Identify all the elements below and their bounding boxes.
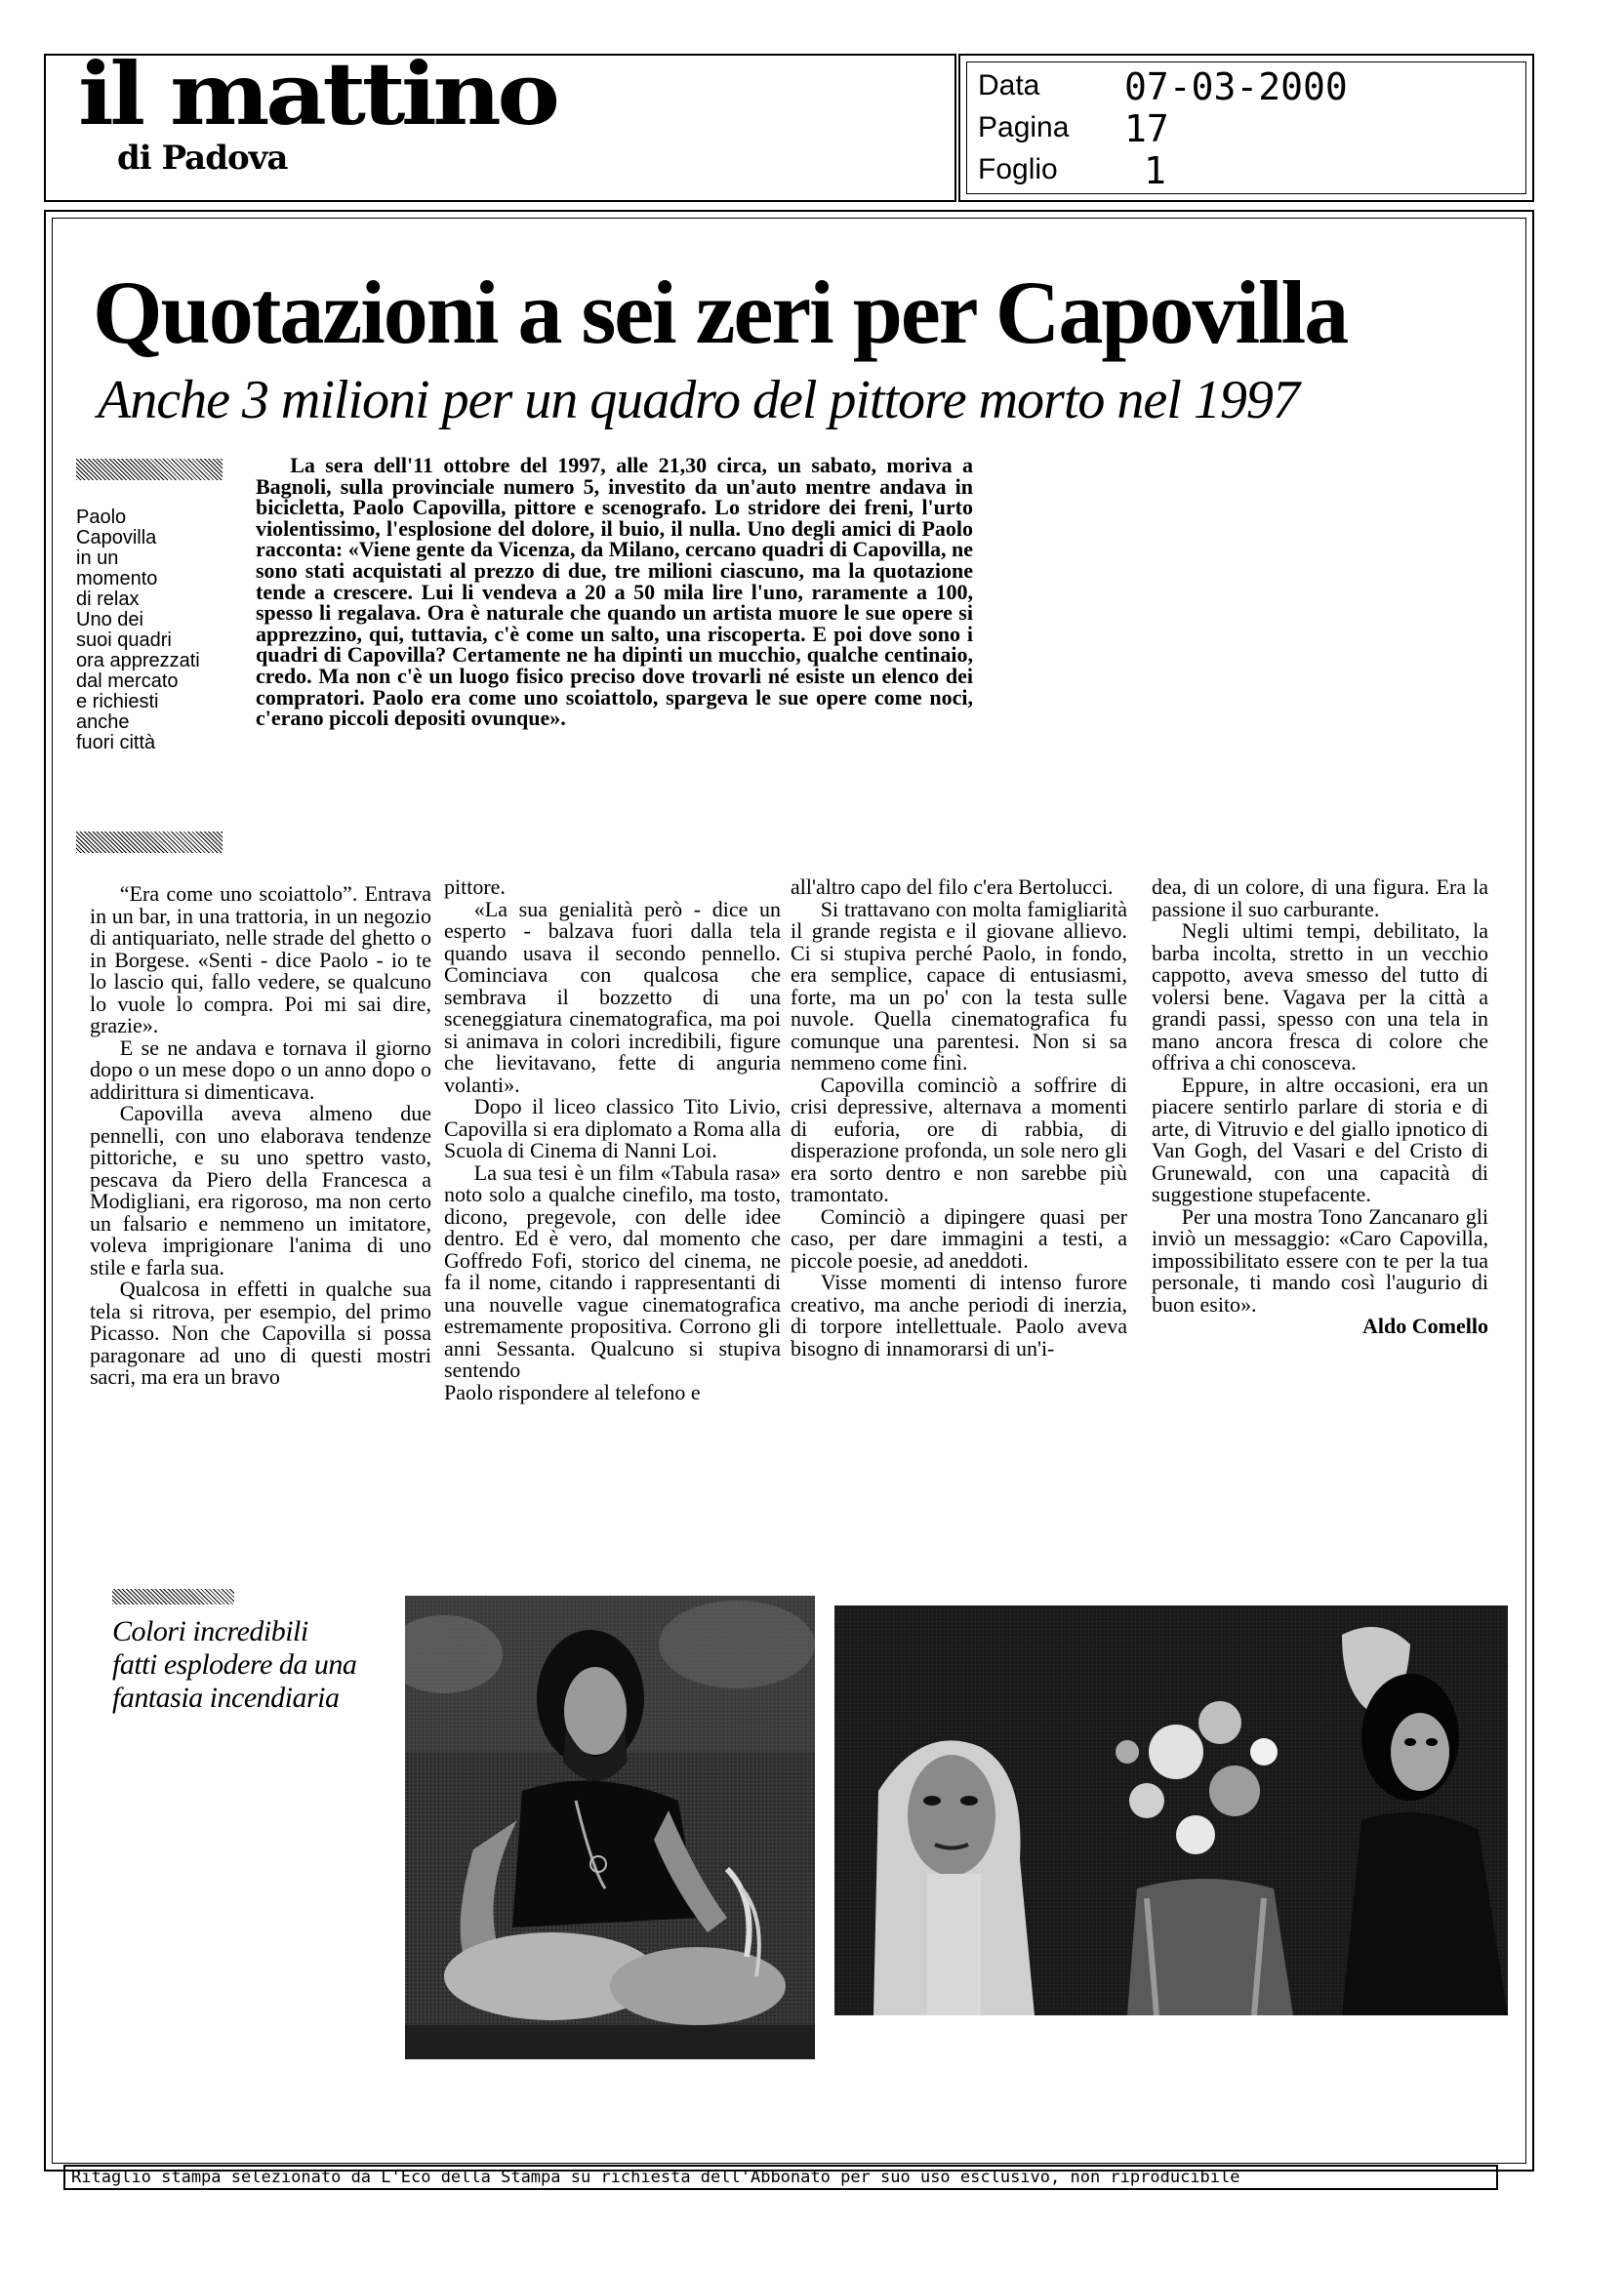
column-paragraph: Visse momenti di intenso furore creativo, ma anche periodi di inerzia, di torpore intellettuale. Paolo aveva bisogno di innamorarsi di un'i- [791,1270,1127,1360]
caption-line: di relax [76,589,140,610]
clipping-notice: Ritaglio stampa selezionato da L'Eco della Stampa su richiesta dell'Abbonato per suo uso esclusivo, non riproducibile [63,2165,1498,2190]
meta-box [958,54,1534,202]
caption-line: Uno dei [76,609,143,630]
painting-photo [834,1605,1508,2015]
caption-line: fantasia incendiaria [112,1682,340,1714]
column-paragraph: Dopo il liceo classico Tito Livio, Capovilla si era diplomato a Roma alla Scuola di Cinema di Nanni Loi. [444,1094,781,1162]
column-paragraph: Paolo rispondere al telefono e [444,1379,701,1404]
caption-line: in un [76,548,119,569]
caption-line: fuori città [76,732,156,753]
caption-line: e richiesti [76,691,159,712]
column-paragraph: Qualcosa in effetti in qualche sua tela si ritrova, per esempio, del primo Picasso. Non che Capovilla si possa paragonare ad uno di questi mostri sacri, ma era un bravo [90,1277,431,1389]
meta-pagina-value: 17 [1124,107,1169,150]
column-paragraph: Cominciò a dipingere quasi per caso, per dare immagini a testi, a piccole poesie, ad aneddoti. [791,1203,1127,1273]
article-column-4 [1152,876,1488,1338]
column-paragraph: Capovilla aveva almeno due pennelli, con uno elaborava tendenze pittoriche, e su uno spettro vasto, pescava da Piero della Francesca a Modigliani, era rigoroso, ma non certo un falsario e nemmeno un imitatore, voleva imprigionare l'anima di uno stile e farla sua. [90,1101,431,1279]
column-paragraph: “Era come uno scoiattolo”. Entrava in un bar, in una trattoria, in un negozio di antiquariato, nelle strade del ghetto o in Borgese. «Senti - dice Paolo - io te lo lascio qui, fallo vedere, se qualcuno lo vuole lo compra. Poi mi sai dire, grazie». [90,881,431,1037]
caption-line: Paolo [76,507,127,528]
painter-portrait-photo [405,1596,815,2059]
article-headline: Quotazioni a sei zeri per Capovilla [93,263,1348,362]
photo-caption-top [76,508,237,753]
caption-line: Capovilla [76,527,157,548]
caption-line: suoi quadri [76,629,172,651]
column-paragraph: all'altro capo del filo c'era Bertolucci. [791,874,1114,899]
column-paragraph: «La sua genialità però - dice un esperto - balzava fuori dalla tela quando usava il secondo pennello. Cominciava con qualcosa che sembrava il bozzetto di una sceneggiatura cinematografica, ma poi si animava in colori incredibili, figure che lievitavano, fette di anguria volanti». [444,896,781,1097]
masthead-edition: di Padova [117,139,288,178]
column-paragraph: dea, di un colore, di una figura. Era la passione il suo carburante. [1152,874,1488,921]
article-subheadline: Anche 3 milioni per un quadro del pittore morto nel 1997 [98,370,1299,430]
column-paragraph: Per una mostra Tono Zancanaro gli inviò un messaggio: «Caro Capovilla, impossibilitato essere con te per la tua personale, ti mando così l'augurio di buon esito». [1152,1203,1488,1317]
caption-line: ora apprezzati [76,650,200,671]
article-author: Aldo Comello [1362,1314,1488,1338]
photo-caption-bottom [112,1615,405,1715]
column-paragraph: pittore. [444,874,506,899]
caption-hatch-lower [112,1589,234,1604]
article-column-2 [444,876,781,1403]
caption-line: Colori incredibili [112,1615,308,1647]
column-paragraph: Eppure, in altre occasioni, era un piacere sentirlo parlare di storia e di arte, di Vitruvio e del giallo ipnotico di Van Gogh, del Vasari e del Cristo di Grunewald, con una capacità di suggestione stupefacente. [1152,1072,1488,1206]
painting-image [834,1605,1508,2015]
column-paragraph: Capovilla cominciò a soffrire di crisi depressive, alternava a momenti di euforia, ore di rabbia, di disperazione profonda, un sole nero gli era sorto dentro e non sarebbe più tramontato. [791,1072,1127,1206]
article-column-1 [90,883,431,1389]
article-column-3 [791,876,1127,1360]
meta-data-value: 07-03-2000 [1124,65,1348,108]
caption-line: anche [76,711,130,733]
painter-portrait-image [405,1596,815,2059]
meta-foglio-label: Foglio [978,153,1058,185]
intro-paragraph: La sera dell'11 ottobre del 1997, alle 21,30 circa, un sabato, moriva a Bagnoli, sulla provinciale numero 5, investito da un'auto mentre andava in bicicletta, Paolo Capovilla, pittore e scenografo. Lo stridore dei freni, l'urto violentissimo, l'esplosione del dolore, il buio, il nulla. Uno degli amici di Paolo racconta: «Viene gente da Vicenza, da Milano, cercano quadri di Capovilla, ne sono stati acquistati al prezzo di due, tre milioni ciascuno, ma la quotazione tende a crescere. Lui li vendeva a 20 a 50 mila lire l'uno, raramente a 100, spesso li regalava. Ora è naturale che quando un artista muore le sue opere si apprezzino, qui, tuttavia, c'è come un salto, una riscoperta. E poi dove sono i quadri di Capovilla? Certamente ne ha dipinti un mucchio, qualche centinaio, credo. Ma non c'è un luogo fisico preciso dove trovarli né esiste un elenco dei compratori. Paolo era come uno scoiattolo, spargeva le sue opere come noci, c'erano piccoli depositi ovunque». [256,453,973,731]
meta-data-row [978,65,1485,108]
column-paragraph: Negli ultimi tempi, debilitato, la barba incolta, stretto in un vecchio cappotto, aveva smesso del tutto di volersi bene. Vagava per la città a grandi passi, spesso con una tela in mano ancora fresca di colore che offriva a chi conosceva. [1152,918,1488,1075]
article-intro [256,455,973,729]
caption-hatch-bottom [76,832,223,853]
caption-line: fatti esplodere da una [112,1648,357,1681]
caption-line: momento [76,568,158,589]
column-paragraph: E se ne andava e tornava il giorno dopo o un mese dopo o un anno dopo o addirittura si dimenticava. [90,1035,431,1104]
meta-foglio-value: 1 [1144,149,1166,192]
masthead-logo: il mattino [78,43,556,144]
column-paragraph: Si trattavano con molta famigliarità il grande regista e il giovane allievo. Ci si stupiva perché Paolo, in fondo, era semplice, capace di entusiasmi, forte, ma un po' con la testa sulle nuvole. Quella cinematografica fu comunque una parentesi. Non si sa nemmeno come finì. [791,896,1127,1075]
meta-foglio-row [978,149,1485,192]
caption-line: dal mercato [76,670,179,692]
meta-data-label: Data [978,69,1040,102]
meta-pagina-label: Pagina [978,111,1070,143]
meta-pagina-row [978,107,1485,150]
column-paragraph: La sua tesi è un film «Tabula rasa» noto solo a qualche cinefilo, ma tosto, dicono, pregevole, con delle idee dentro. Ed è vero, dal momento che Goffredo Fofi, storico del cinema, ne fa il nome, citando i rappresentanti di una nouvelle vague cinematografica estremamente propositiva. Corrono gli anni Sessanta. Qualcuno si stupiva sentendo [444,1159,781,1382]
caption-hatch-top [76,459,223,480]
